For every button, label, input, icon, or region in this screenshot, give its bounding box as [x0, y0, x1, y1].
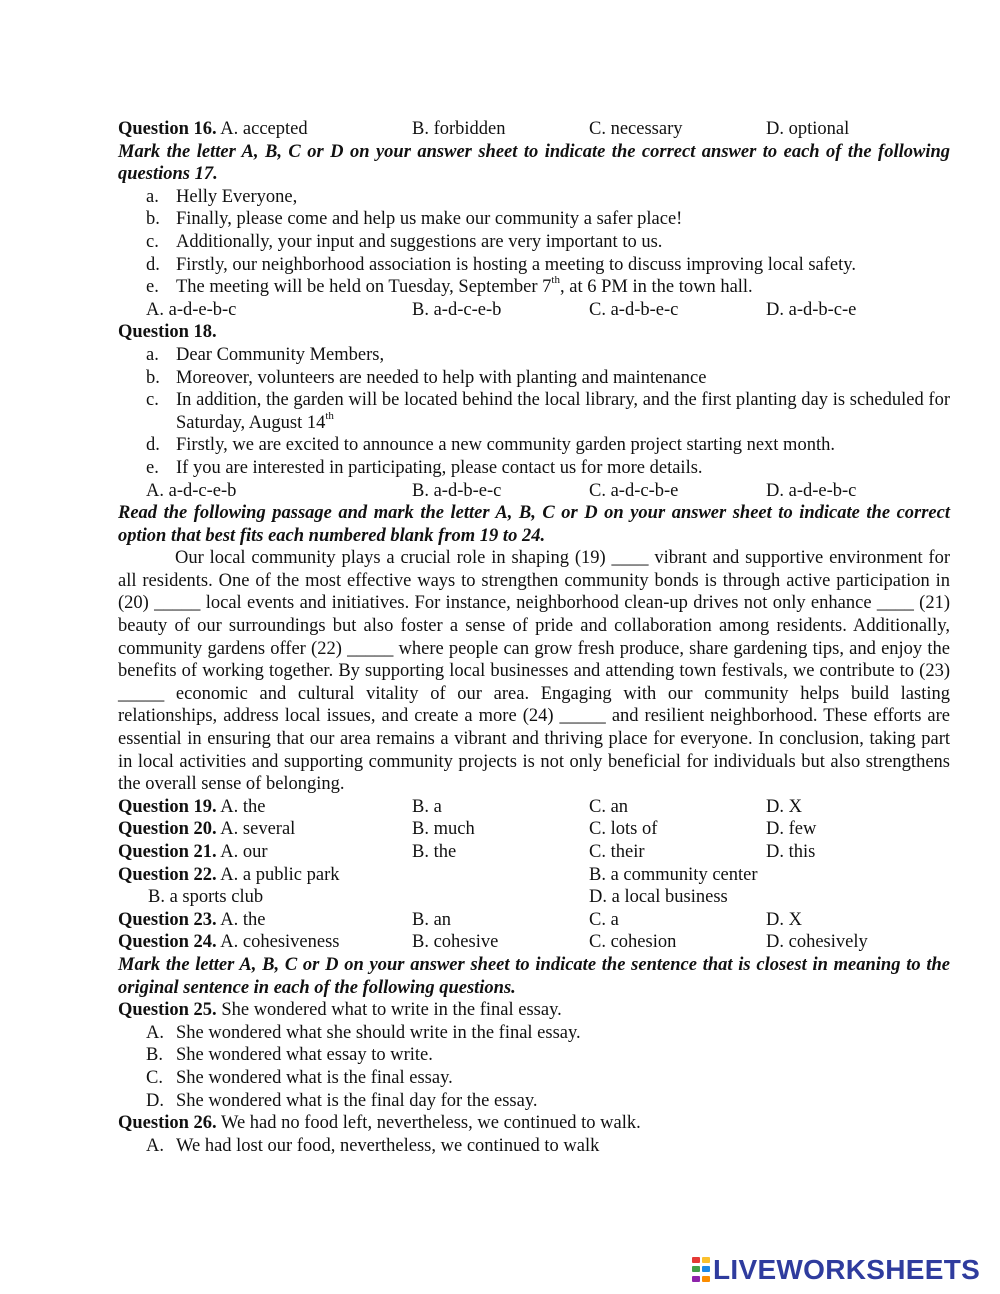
option-b[interactable]: B. much — [412, 819, 475, 840]
option-c[interactable]: C. a-d-b-e-c — [589, 299, 679, 320]
option-c[interactable]: C. lots of — [589, 819, 658, 840]
worksheet-page — [118, 118, 950, 1157]
question-19: Question 19. A. the B. a C. an D. X — [118, 796, 802, 817]
option-a[interactable]: A. accepted — [220, 119, 308, 139]
option-a[interactable]: A. a-d-c-e-b — [146, 480, 237, 501]
list-item[interactable]: C. She wondered what is the final essay. — [146, 1067, 453, 1088]
question-20: Question 20. A. several B. much C. lots of D. few — [118, 819, 817, 840]
option-d[interactable]: D. few — [766, 819, 817, 840]
question-18-label: Question 18. — [118, 322, 217, 343]
option-b[interactable]: B. a-d-c-e-b — [412, 299, 502, 320]
logo-text: LIVEWORKSHEETS — [713, 1254, 981, 1285]
option-c[interactable]: C. a — [589, 909, 619, 930]
option-b[interactable]: B. a community center — [589, 864, 758, 885]
question-16 — [118, 118, 950, 141]
option-d[interactable]: D. optional — [766, 119, 850, 139]
list-item: e. The meeting will be held on Tuesday, September 7th, at 6 PM in the town hall. — [146, 274, 753, 298]
list-item: a. Helly Everyone, — [146, 186, 298, 207]
option-c[interactable]: C. their — [589, 842, 645, 862]
option-a[interactable]: A. our — [220, 842, 268, 862]
question-22-row2 — [118, 886, 950, 909]
instruction-17: Mark the letter A, B, C or D on your answer sheet to indicate the correct answer to each of the following questions 17. — [118, 141, 950, 185]
option-d[interactable]: D. X — [766, 909, 802, 930]
question-label: Question 16. — [118, 119, 217, 139]
list-item: e. If you are interested in participating, please contact us for more details. — [146, 457, 703, 478]
option-a[interactable]: A. several — [220, 819, 296, 840]
option-c[interactable]: C. cohesion — [589, 932, 677, 953]
option-d[interactable]: D. cohesively — [766, 932, 868, 953]
list-item: b. Finally, please come and help us make our community a safer place! — [146, 209, 683, 230]
list-item: d. Firstly, we are excited to announce a new community garden project starting next month. — [146, 435, 835, 456]
question-22: Question 22. A. a public park B. a community center — [118, 864, 758, 885]
option-b[interactable]: B. forbidden — [412, 119, 506, 139]
list-item[interactable]: A. She wondered what she should write in the final essay. — [146, 1022, 581, 1043]
question-17-options — [118, 299, 950, 322]
option-d[interactable]: D. X — [766, 796, 802, 817]
option-c[interactable]: C. necessary — [589, 119, 683, 139]
question-24: Question 24. A. cohesiveness B. cohesive C. cohesion D. cohesively — [118, 932, 868, 953]
list-item: c. Additionally, your input and suggestions are very important to us. — [146, 231, 663, 252]
option-a[interactable]: A. a public park — [220, 864, 340, 885]
option-d[interactable]: D. a-d-b-c-e — [766, 299, 857, 320]
question-18-options — [118, 480, 950, 503]
list-item: a. Dear Community Members, — [146, 344, 385, 365]
question-21: Question 21. A. our B. the C. their D. this — [118, 842, 816, 862]
option-b[interactable]: B. an — [412, 909, 452, 930]
question-26: Question 26. We had no food left, nevertheless, we continued to walk. — [118, 1113, 641, 1134]
option-b[interactable]: B. the — [412, 842, 457, 862]
list-item: c. In addition, the garden will be located behind the local library, and the first planting day is scheduled for Saturday, August 14th — [146, 390, 950, 433]
option-a[interactable]: A. the — [220, 909, 266, 930]
option-a[interactable]: A. the — [220, 796, 266, 817]
list-item[interactable]: A. We had lost our food, nevertheless, we continued to walk — [146, 1135, 600, 1156]
logo-icon — [692, 1257, 710, 1283]
option-d[interactable]: D. this — [766, 842, 816, 862]
option-a[interactable]: A. a-d-e-b-c — [146, 299, 237, 320]
option-c[interactable]: C. an — [589, 796, 629, 817]
option-d[interactable]: D. a-d-e-b-c — [766, 480, 857, 501]
question-23: Question 23. A. the B. an C. a D. X — [118, 909, 802, 930]
option-a[interactable]: A. cohesiveness — [220, 932, 340, 953]
option-b[interactable]: B. a-d-b-e-c — [412, 480, 502, 501]
instruction-19: Read the following passage and mark the letter A, B, C or D on your answer sheet to indicate the correct option that best fits each numbered blank from 19 to 24. — [118, 503, 950, 546]
option-c[interactable]: B. a sports club — [148, 887, 264, 908]
list-item[interactable]: B. She wondered what essay to write. — [146, 1045, 433, 1066]
liveworksheets-logo — [692, 1255, 980, 1285]
question-25: Question 25. She wondered what to write in the final essay. — [118, 1000, 562, 1021]
option-c[interactable]: C. a-d-c-b-e — [589, 480, 679, 501]
list-item: d. Firstly, our neighborhood association is hosting a meeting to discuss improving local safety. — [146, 254, 856, 275]
list-item: b. Moreover, volunteers are needed to help with planting and maintenance — [146, 367, 707, 388]
option-b[interactable]: B. cohesive — [412, 932, 499, 953]
option-b[interactable]: B. a — [412, 796, 442, 817]
instruction-25: Mark the letter A, B, C or D on your answer sheet to indicate the sentence that is closest in meaning to the original sentence in each of the following questions. — [118, 954, 950, 998]
list-item[interactable]: D. She wondered what is the final day for the essay. — [146, 1090, 538, 1111]
option-d[interactable]: D. a local business — [589, 887, 728, 908]
reading-passage: Our local community plays a crucial role in shaping (19) ____ vibrant and supportive environment for all residents. One of the most effective ways to strengthen community bonds is through active participation in (20) _____ local events and initiatives. For instance, neighborhood clean-up drives not only enhance ____ (21) beauty of our surroundings but also foster a sense of pride and collaboration among residents. Additionally, community gardens offer (22) _____ where people can grow fresh produce, share gardening tips, and enjoy the benefits of working together. By supporting local businesses and attending town festivals, we contribute to (23) _____ economic and cultural vitality of our area. Engaging with our community helps build lasting relationships, address local issues, and create a more (24) _____ and resilient neighborhood. These efforts are essential in ensuring that our area remains a vibrant and thriving place for everyone. In conclusion, taking part in local activities and supporting community projects is not only beneficial for individuals but also strengthens the overall sense of belonging. — [118, 548, 950, 795]
